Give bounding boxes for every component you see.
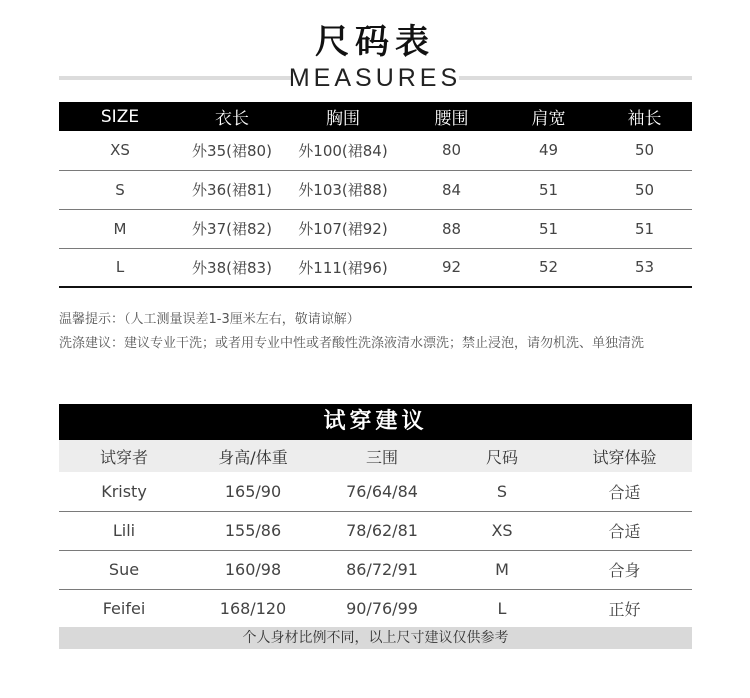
table-cell: 外36(裙81) [181, 170, 283, 209]
table-row [59, 589, 692, 628]
measurement-tip: 温馨提示：（人工测量误差1-3厘米左右，敬请谅解） [59, 312, 360, 327]
table-cell: 外103(裙88) [283, 170, 403, 209]
table-cell: Feifei [59, 589, 189, 628]
tryon-footer-note: 个人身材比例不同，以上尺寸建议仅供参考 [59, 627, 692, 649]
table-cell: S [447, 472, 557, 511]
tryon-table-header [59, 440, 692, 472]
table-cell: 外111(裙96) [283, 248, 403, 287]
table-cell: M [447, 550, 557, 589]
table-cell: 78/62/81 [317, 511, 447, 550]
column-header: 尺码 [447, 440, 557, 472]
table-cell: 51 [597, 209, 692, 248]
page-title: 尺码表 [315, 22, 435, 62]
table-cell: 52 [500, 248, 597, 287]
table-cell: Kristy [59, 472, 189, 511]
table-cell: 正好 [557, 589, 692, 628]
table-cell: M [59, 209, 181, 248]
table-cell: 53 [597, 248, 692, 287]
table-cell: 92 [403, 248, 500, 287]
washing-advice: 洗涤建议：建议专业干洗；或者用专业中性或者酸性洗涤液清水漂洗；禁止浸泡，请勿机洗、单独清洗 [59, 336, 645, 351]
column-header: 衣长 [181, 102, 283, 131]
column-header: 试穿体验 [557, 440, 692, 472]
table-cell: 50 [597, 170, 692, 209]
column-header: 腰围 [403, 102, 500, 131]
notes [59, 308, 644, 356]
page-subtitle: MEASURES [288, 64, 462, 92]
table-row [59, 511, 692, 550]
table-cell: 外107(裙92) [283, 209, 403, 248]
tryon-table [59, 440, 692, 629]
table-row [59, 248, 692, 287]
table-cell: XS [447, 511, 557, 550]
table-cell: 76/64/84 [317, 472, 447, 511]
column-header: 肩宽 [500, 102, 597, 131]
table-cell: Sue [59, 550, 189, 589]
table-row [59, 472, 692, 511]
table-cell: 86/72/91 [317, 550, 447, 589]
table-cell: 外37(裙82) [181, 209, 283, 248]
table-cell: 165/90 [189, 472, 317, 511]
table-cell: 88 [403, 209, 500, 248]
column-header: 三围 [317, 440, 447, 472]
table-row [59, 209, 692, 248]
table-row [59, 550, 692, 589]
table-cell: 49 [500, 131, 597, 170]
table-cell: 合适 [557, 511, 692, 550]
table-cell: 外35(裙80) [181, 131, 283, 170]
column-header: 袖长 [597, 102, 692, 131]
size-table [59, 102, 692, 288]
column-header: 胸围 [283, 102, 403, 131]
table-cell: 外38(裙83) [181, 248, 283, 287]
table-cell: 160/98 [189, 550, 317, 589]
table-cell: L [59, 248, 181, 287]
table-cell: 合身 [557, 550, 692, 589]
table-cell: 80 [403, 131, 500, 170]
column-header: 试穿者 [59, 440, 189, 472]
tryon-title: 试穿建议 [59, 404, 692, 440]
table-cell: 51 [500, 170, 597, 209]
table-row [59, 170, 692, 209]
table-cell: 外100(裙84) [283, 131, 403, 170]
table-cell: 合适 [557, 472, 692, 511]
table-cell: Lili [59, 511, 189, 550]
column-header: SIZE [59, 102, 181, 131]
table-row [59, 131, 692, 170]
table-cell: 84 [403, 170, 500, 209]
table-cell: S [59, 170, 181, 209]
table-cell: L [447, 589, 557, 628]
size-table-header [59, 102, 692, 131]
column-header: 身高/体重 [189, 440, 317, 472]
table-cell: 51 [500, 209, 597, 248]
table-cell: 168/120 [189, 589, 317, 628]
table-cell: 90/76/99 [317, 589, 447, 628]
table-cell: 155/86 [189, 511, 317, 550]
table-cell: 50 [597, 131, 692, 170]
table-cell: XS [59, 131, 181, 170]
